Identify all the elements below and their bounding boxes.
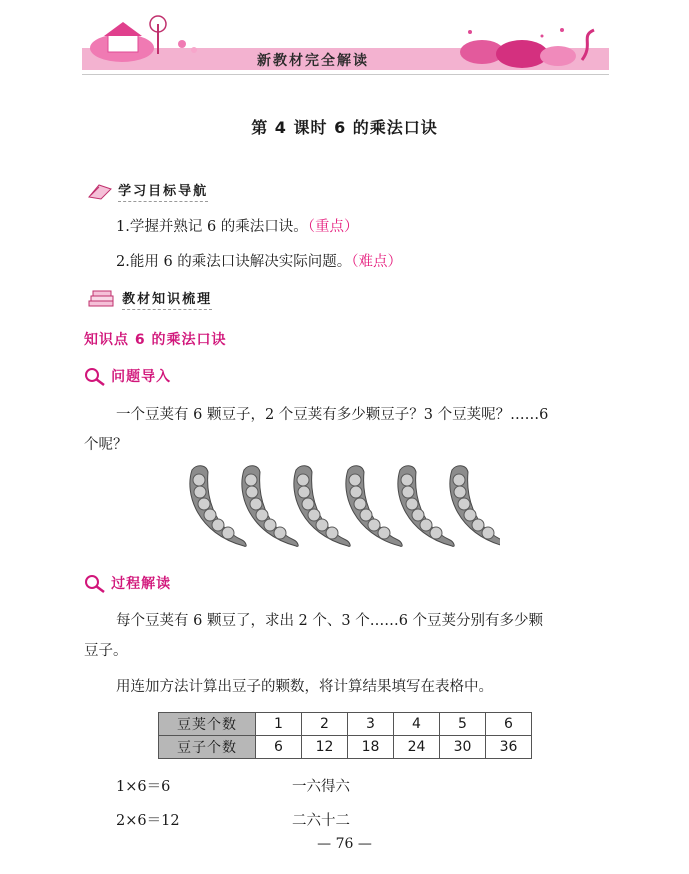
intro-line-2: 个呢？ <box>84 437 128 453</box>
process-line-3: 用连加方法计算出豆子的颗数，将计算结果填写在表格中。 <box>116 679 493 695</box>
pea <box>212 519 224 531</box>
pea <box>245 474 257 486</box>
page-header <box>82 14 609 74</box>
pea <box>482 527 494 539</box>
row-header-peas: 豆子个数 <box>159 736 256 759</box>
magnifier-icon <box>84 367 106 387</box>
process-heading: 过程解读 <box>111 576 172 592</box>
pea <box>326 527 338 539</box>
pea <box>453 474 465 486</box>
table-cell: 30 <box>440 736 486 759</box>
goal-item-2 <box>116 251 402 273</box>
equation-2: 2×6＝12 <box>116 813 180 829</box>
goal-text-1: 1.学握并熟记 6 的乘法口诀。 <box>116 219 308 235</box>
table-row <box>159 713 532 736</box>
pea <box>250 498 262 510</box>
header-divider <box>82 74 609 75</box>
table-cell: 2 <box>302 713 348 736</box>
pea <box>222 527 234 539</box>
pea <box>193 474 205 486</box>
pea <box>264 519 276 531</box>
intro-heading-row <box>84 366 171 387</box>
goals-heading-row <box>87 180 208 201</box>
pea-pod <box>450 466 500 547</box>
rhyme-1: 一六得六 <box>292 779 350 795</box>
table-cell: 6 <box>486 713 532 736</box>
goal-tag-1: （重点） <box>307 219 359 235</box>
table-cell: 1 <box>256 713 302 736</box>
pea <box>458 498 470 510</box>
pea <box>350 486 362 498</box>
header-title: 新教材完全解读 <box>257 53 369 69</box>
pea <box>198 498 210 510</box>
pea <box>420 519 432 531</box>
table-cell: 24 <box>394 736 440 759</box>
table-cell: 5 <box>440 713 486 736</box>
pea-count-table <box>158 712 532 759</box>
pea-pod <box>242 466 298 547</box>
pea <box>308 509 320 521</box>
goal-text-2: 2.能用 6 的乘法口诀解决实际问题。 <box>116 254 352 270</box>
pea <box>401 474 413 486</box>
pea-pod <box>294 466 350 547</box>
pea <box>472 519 484 531</box>
pea-pod <box>346 466 402 547</box>
pea <box>454 486 466 498</box>
pea <box>204 509 216 521</box>
intro-heading: 问题导入 <box>111 369 172 385</box>
table-cell: 18 <box>348 736 394 759</box>
pea <box>274 527 286 539</box>
knowledge-point-title: 知识点 6 的乘法口诀 <box>84 332 227 348</box>
process-line-1: 每个豆荚有 6 颗豆了，求出 2 个、3 个……6 个豆荚分别有多少颗 <box>116 613 544 629</box>
pea <box>360 509 372 521</box>
pea <box>412 509 424 521</box>
table-cell: 6 <box>256 736 302 759</box>
pea <box>378 527 390 539</box>
pea <box>349 474 361 486</box>
table-cell: 4 <box>394 713 440 736</box>
pea-pod <box>398 466 454 547</box>
table-row <box>159 736 532 759</box>
equation-1: 1×6＝6 <box>116 779 171 795</box>
magnifier-icon <box>84 574 106 594</box>
pea <box>354 498 366 510</box>
process-heading-row <box>84 573 171 594</box>
rhyme-2: 二六十二 <box>292 813 350 829</box>
pea <box>368 519 380 531</box>
pea <box>298 486 310 498</box>
row-header-pods: 豆荚个数 <box>159 713 256 736</box>
pea-pod <box>190 466 246 547</box>
knowledge-heading: 教材知识梳理 <box>122 292 212 310</box>
pea <box>246 486 258 498</box>
pea <box>430 527 442 539</box>
lesson-title: 第 4 课时 6 的乘法口诀 <box>251 118 438 137</box>
goal-tag-2: （难点） <box>351 254 403 270</box>
pea <box>302 498 314 510</box>
table-cell: 3 <box>348 713 394 736</box>
pea <box>256 509 268 521</box>
table-cell: 36 <box>486 736 532 759</box>
goal-item-1 <box>116 216 359 238</box>
books-icon <box>87 289 117 309</box>
goals-heading: 学习目标导航 <box>118 184 208 202</box>
pea <box>406 498 418 510</box>
pea <box>316 519 328 531</box>
pea <box>194 486 206 498</box>
process-line-2: 豆子。 <box>84 643 128 659</box>
book-icon <box>87 181 113 201</box>
knowledge-heading-row <box>87 288 212 309</box>
page-number: — 76 — <box>317 836 372 852</box>
table-cell: 12 <box>302 736 348 759</box>
pea <box>464 509 476 521</box>
intro-line-1: 一个豆荚有 6 颗豆子，2 个豆荚有多少颗豆子？3 个豆荚呢？……6 <box>116 407 549 423</box>
pea-pods-illustration <box>180 460 500 552</box>
pea <box>297 474 309 486</box>
pea <box>402 486 414 498</box>
